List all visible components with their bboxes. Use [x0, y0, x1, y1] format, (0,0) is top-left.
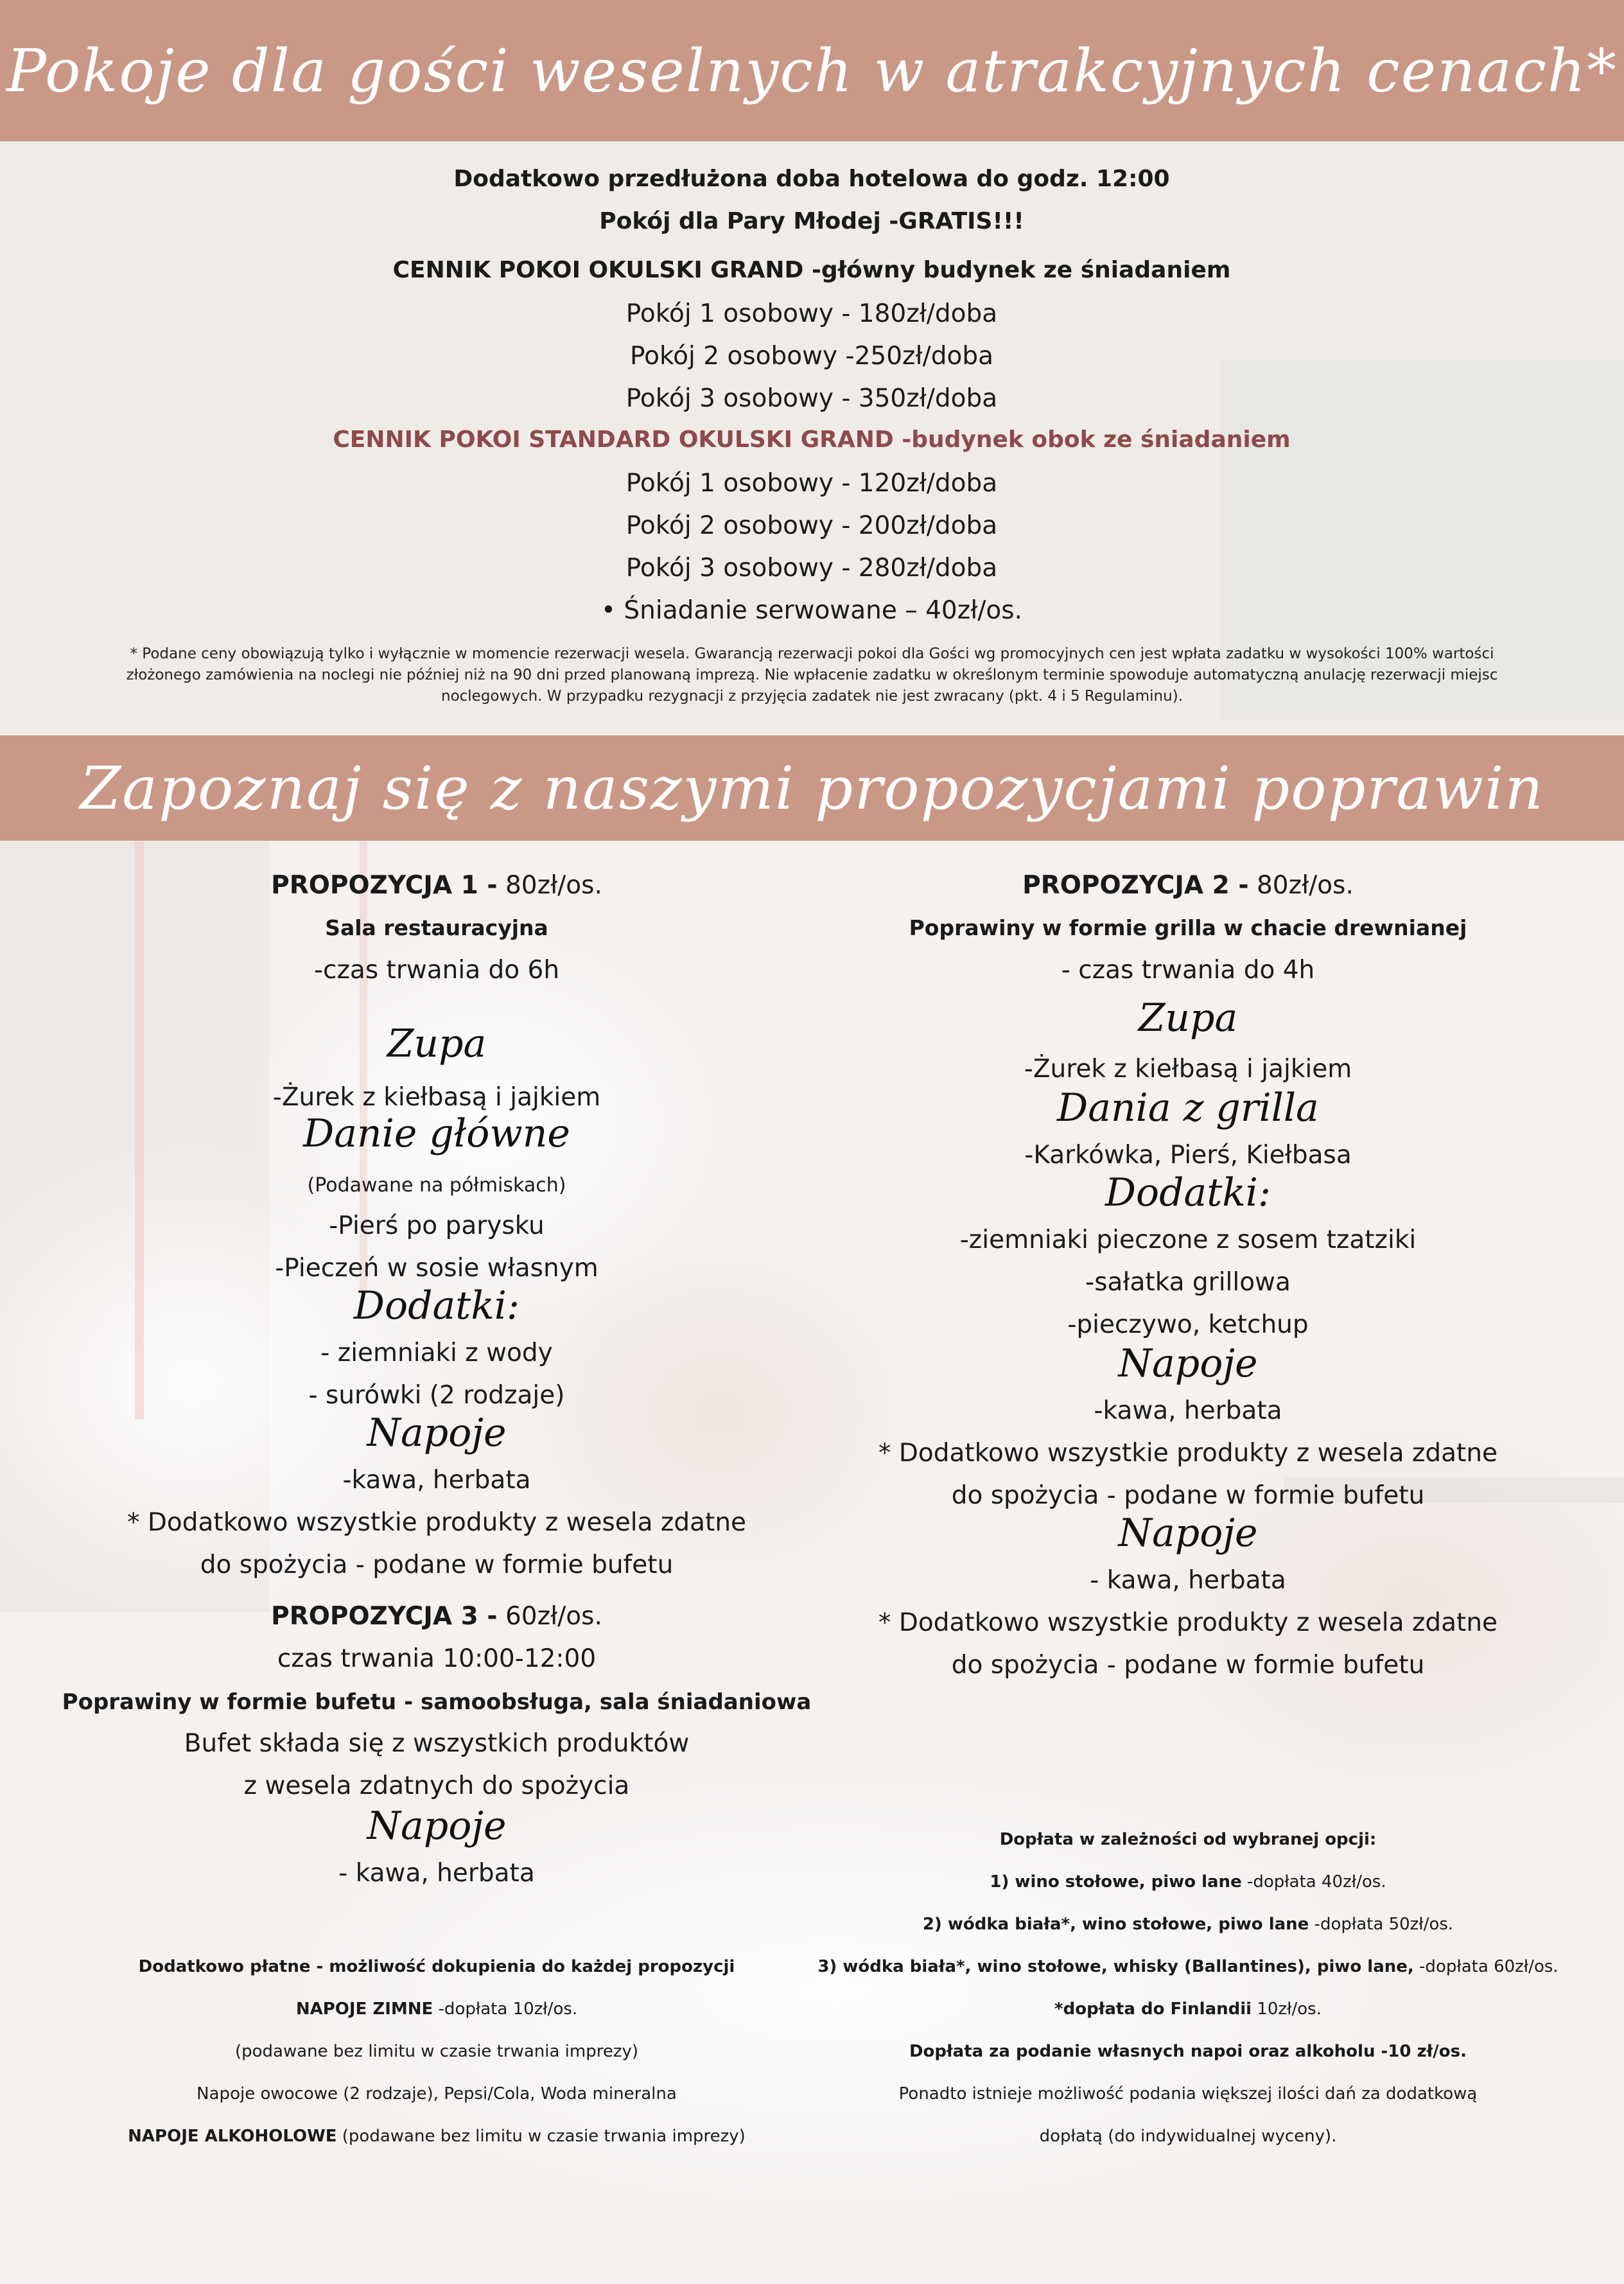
proposal-1-main-item: -Pieczeń w sosie własnym	[275, 1254, 598, 1283]
grand-price-item: Pokój 3 osobowy - 350zł/doba	[625, 384, 998, 413]
extras-finlandia	[1054, 1999, 1322, 2019]
extras-option-1-price: -dopłata 40zł/os.	[1241, 1872, 1386, 1892]
extras-cold-drinks	[296, 1999, 577, 2019]
extras-more-dishes: dopłatą (do indywidualnej wyceny).	[1039, 2127, 1337, 2146]
proposal-1-main-note: (Podawane na półmiskach)	[307, 1174, 566, 1197]
proposal-3-heading	[271, 1602, 602, 1631]
proposal-2-drinks: -kawa, herbata	[1094, 1396, 1282, 1425]
proposal-2-venue: Poprawiny w formie grilla w chacie drewnianej	[909, 915, 1467, 940]
proposal-1-drinks-heading: Napoje	[367, 1410, 507, 1455]
proposal-1-extra: * Dodatkowo wszystkie produkty z wesela zdatne	[127, 1508, 747, 1537]
proposal-2-grill: -Karkówka, Pierś, Kiełbasa	[1024, 1141, 1352, 1170]
extras-option-1-label: 1) wino stołowe, piwo lane	[990, 1872, 1242, 1892]
proposal-2-sides-heading: Dodatki:	[1104, 1170, 1271, 1215]
proposal-1-venue: Sala restauracyjna	[325, 915, 548, 940]
proposal-2-side-item: -ziemniaki pieczone z sosem tzatziki	[959, 1225, 1417, 1254]
proposal-3-title: PROPOZYCJA 3 -	[271, 1602, 498, 1631]
proposal-3-venue: Poprawiny w formie bufetu - samoobsługa, sala śniadaniowa	[62, 1689, 812, 1715]
proposal-1-title: PROPOZYCJA 1 -	[271, 871, 498, 900]
header-banner-poprawiny	[0, 735, 1624, 841]
proposal-2-extra: * Dodatkowo wszystkie produkty z wesela zdatne	[878, 1439, 1498, 1468]
extension-note: Dodatkowo przedłużona doba hotelowa do godz. 12:00	[453, 166, 1170, 192]
proposal-2-drinks-heading-2: Napoje	[1118, 1511, 1258, 1556]
proposal-1-sides-heading: Dodatki:	[353, 1283, 520, 1328]
proposal-1-drinks: -kawa, herbata	[342, 1466, 531, 1495]
standard-price-title: CENNIK POKOI STANDARD OKULSKI GRAND -budynek obok ze śniadaniem	[333, 426, 1291, 453]
proposal-1-heading	[271, 871, 602, 900]
proposal-1-side-item: - surówki (2 rodzaje)	[308, 1381, 565, 1410]
extras-finlandia-price: 10zł/os.	[1252, 1999, 1322, 2019]
proposal-3-duration: czas trwania 10:00-12:00	[277, 1644, 597, 1673]
proposal-2-duration: - czas trwania do 4h	[1061, 956, 1315, 985]
proposal-2-drinks-heading: Napoje	[1118, 1341, 1258, 1386]
proposal-2-price: 80zł/os.	[1248, 871, 1354, 900]
standard-price-item: Pokój 3 osobowy - 280zł/doba	[625, 554, 998, 583]
extras-option-2	[923, 1915, 1453, 1934]
proposal-1-main-heading: Danie główne	[303, 1111, 570, 1156]
header-title-poprawiny: Zapoznaj się z naszymi propozycjami poprawin	[80, 753, 1544, 823]
extras-juices: Napoje owocowe (2 rodzaje), Pepsi/Cola, Woda mineralna	[196, 2084, 677, 2104]
proposal-2-extra: do spożycia - podane w formie bufetu	[951, 1651, 1425, 1680]
extras-own-drinks: Dopłata za podanie własnych napoi oraz alkoholu -10 zł/os.	[909, 2042, 1467, 2061]
grand-price-item: Pokój 1 osobowy - 180zł/doba	[625, 299, 998, 328]
extras-alcohol-label: NAPOJE ALKOHOLOWE	[128, 2127, 337, 2146]
couple-room-note: Pokój dla Pary Młodej -GRATIS!!!	[599, 208, 1024, 234]
extras-right-title: Dopłata w zależności od wybranej opcji:	[999, 1830, 1377, 1849]
proposal-1-duration: -czas trwania do 6h	[313, 956, 560, 985]
extras-alcohol-note: (podawane bez limitu w czasie trwania imprezy)	[336, 2127, 746, 2146]
proposal-2-extra: * Dodatkowo wszystkie produkty z wesela zdatne	[878, 1608, 1498, 1637]
extras-finlandia-label: *dopłata do Finlandii	[1054, 1999, 1252, 2019]
proposal-3-description: Bufet składa się z wszystkich produktów	[184, 1729, 690, 1758]
grand-price-item: Pokój 2 osobowy -250zł/doba	[630, 342, 993, 371]
proposal-2-heading	[1022, 871, 1354, 900]
extras-option-2-price: -dopłata 50zł/os.	[1309, 1915, 1454, 1934]
extras-option-3-price: -dopłata 60zł/os.	[1413, 1957, 1559, 1976]
extras-cold-price: -dopłata 10zł/os.	[433, 1999, 578, 2019]
grand-price-title: CENNIK POKOI OKULSKI GRAND -główny budynek ze śniadaniem	[392, 257, 1231, 283]
breakfast-price: • Śniadanie serwowane – 40zł/os.	[600, 596, 1023, 625]
proposal-1-price: 80zł/os.	[497, 871, 602, 900]
header-title-rooms: Pokoje dla gości weselnych w atrakcyjnych cenach*	[6, 36, 1618, 105]
proposal-3-price: 60zł/os.	[497, 1602, 602, 1631]
proposal-1-extra: do spożycia - podane w formie bufetu	[200, 1550, 674, 1579]
proposal-2-side-item: -pieczywo, ketchup	[1067, 1310, 1309, 1339]
extras-cold-note: (podawane bez limitu w czasie trwania imprezy)	[234, 2042, 639, 2061]
extras-alcohol	[128, 2127, 746, 2146]
proposal-2-side-item: -sałatka grillowa	[1085, 1268, 1291, 1297]
proposal-3-drinks: - kawa, herbata	[338, 1859, 535, 1888]
proposal-2-extra: do spożycia - podane w formie bufetu	[951, 1481, 1425, 1510]
proposal-2-soup: -Żurek z kiełbasą i jajkiem	[1024, 1055, 1352, 1084]
extras-option-3-label: 3) wódka biała*, wino stołowe, whisky (Ballantines), piwo lane,	[817, 1957, 1414, 1976]
proposal-2-soup-heading: Zupa	[1138, 996, 1238, 1041]
header-banner-rooms	[0, 0, 1624, 141]
extras-more-dishes: Ponadto istnieje możliwość podania większej ilości dań za dodatkową	[898, 2084, 1478, 2104]
proposal-2-grill-heading: Dania z grilla	[1057, 1085, 1319, 1130]
proposal-1-side-item: - ziemniaki z wody	[320, 1339, 553, 1367]
proposal-2-drinks-2: - kawa, herbata	[1090, 1566, 1286, 1595]
proposal-1-soup-heading: Zupa	[387, 1021, 487, 1066]
rooms-footnote: * Podane ceny obowiązują tylko i wyłącznie w momencie rezerwacji wesela. Gwarancją rezerwacji pokoi dla Gości wg promocyjnych cen jest wpłata zadatku w wysokości 100% wartości złożonego zamówienia na noclegi nie później niż na 90 dni przed planowaną imprezą. Nie wpłacenie zadatku w określonym terminie spowoduje automatyczną anulację rezerwacji miejsc noclegowych. W przypadku rezygnacji z przyjęcia zadatek nie jest zwracany (pkt. 4 i 5 Regulaminu).	[126, 646, 1498, 705]
proposal-1-soup: -Żurek z kiełbasą i jajkiem	[272, 1083, 601, 1112]
extras-left-title: Dodatkowo płatne - możliwość dokupienia do każdej propozycji	[138, 1957, 735, 1976]
extras-option-2-label: 2) wódka biała*, wino stołowe, piwo lane	[922, 1915, 1309, 1934]
proposal-2-title: PROPOZYCJA 2 -	[1022, 871, 1249, 900]
proposal-3-description: z wesela zdatnych do spożycia	[243, 1771, 630, 1800]
standard-price-item: Pokój 2 osobowy - 200zł/doba	[625, 511, 998, 540]
proposal-1-main-item: -Pierś po parysku	[329, 1211, 545, 1240]
extras-option-3	[817, 1957, 1558, 1976]
extras-option-1	[990, 1872, 1386, 1892]
standard-price-item: Pokój 1 osobowy - 120zł/doba	[625, 469, 998, 498]
proposal-3-drinks-heading: Napoje	[367, 1804, 507, 1849]
extras-cold-label: NAPOJE ZIMNE	[295, 1999, 433, 2019]
